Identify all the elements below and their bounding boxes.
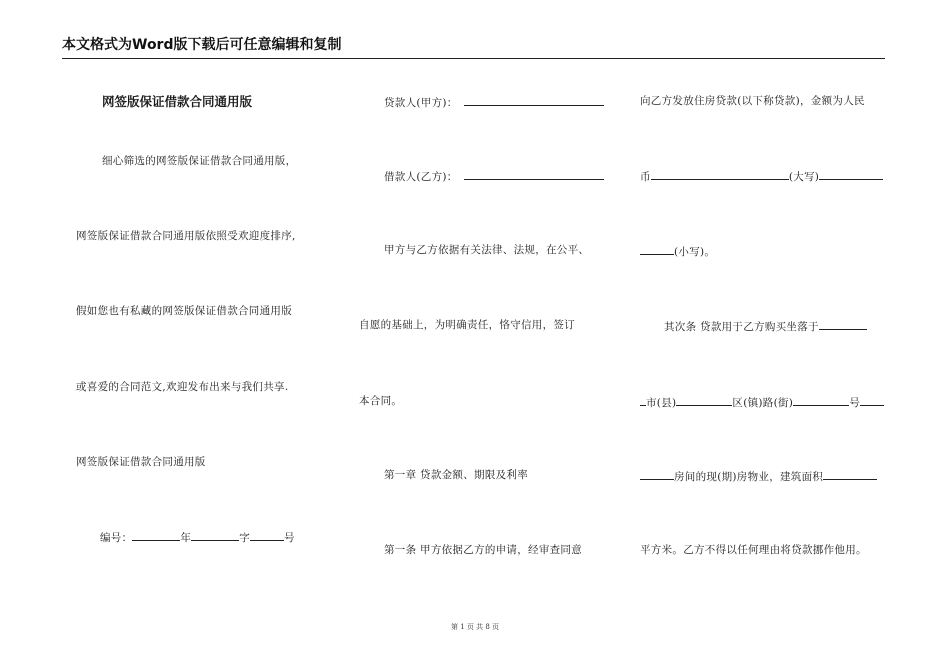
page-footer xyxy=(0,622,950,632)
borrower-label: 借款人(乙方)： xyxy=(384,171,458,183)
article-2-text: 其次条 贷款用于乙方购买坐落于 xyxy=(664,321,819,333)
area-blank xyxy=(823,468,877,480)
article-1-line-2: 向乙方发放住房贷款(以下称贷款)，金额为人民 xyxy=(640,95,865,107)
intro-line-3: 假如您也有私藏的网签版保证借款合同通用版 xyxy=(76,305,292,317)
document-header xyxy=(62,36,885,59)
number-blank-2 xyxy=(191,529,239,541)
contract-name-line: 网签版保证借款合同通用版 xyxy=(76,456,206,468)
intro-line-1: 细心筛选的网签版保证借款合同通用版， xyxy=(102,155,297,167)
address-blank-3 xyxy=(793,394,849,406)
address-blank-4 xyxy=(860,394,884,406)
header-text: 本文格式为Word版下载后可任意编辑和复制 xyxy=(62,37,342,53)
contract-number-line xyxy=(100,529,295,545)
address-line xyxy=(640,394,884,410)
area-usage-line: 平方米。乙方不得以任何理由将贷款挪作他用。 xyxy=(640,544,867,556)
property-text: 房间的现(期)房物业，建筑面积 xyxy=(674,471,824,483)
preamble-line-3: 本合同。 xyxy=(359,395,403,407)
amount-lower-line xyxy=(640,243,715,259)
lower-case-label: (小写)。 xyxy=(674,246,716,258)
currency-label: 币 xyxy=(640,171,651,183)
amount-upper-blank xyxy=(651,168,789,180)
number-blank-3 xyxy=(250,529,284,541)
amount-upper-line xyxy=(640,168,883,184)
page-number: 第 1 页 共 8 页 xyxy=(450,623,500,631)
zi-label: 字 xyxy=(239,532,251,544)
upper-case-label: (大写) xyxy=(788,171,820,183)
intro-line-4: 或喜爱的合同范文,欢迎发布出来与我们共享. xyxy=(76,381,289,393)
article-2-line-1 xyxy=(664,318,867,334)
amount-lower-blank xyxy=(640,243,674,255)
intro-line-2: 网签版保证借款合同通用版依照受欢迎度排序, xyxy=(76,230,296,242)
article-1-line: 第一条 甲方依据乙方的申请，经审查同意 xyxy=(384,544,583,556)
number-blank-1 xyxy=(132,529,180,541)
preamble-line-2: 自愿的基础上，为明确责任，恪守信用，签订 xyxy=(359,319,575,331)
year-label: 年 xyxy=(180,532,192,544)
lender-blank xyxy=(464,94,604,106)
address-no-label: 号 xyxy=(849,397,861,409)
hao-label: 号 xyxy=(284,532,295,544)
chapter-1-heading: 第一章 贷款金额、期限及利率 xyxy=(384,469,529,481)
location-blank xyxy=(819,318,867,330)
amount-upper-blank-2 xyxy=(819,168,883,180)
document-title: 网签版保证借款合同通用版 xyxy=(102,94,253,109)
borrower-line xyxy=(384,168,604,184)
district-label: 区(镇)路(街) xyxy=(732,397,794,409)
address-blank-2 xyxy=(676,394,732,406)
lender-line xyxy=(384,94,604,110)
property-line xyxy=(640,468,877,484)
preamble-line-1: 甲方与乙方依据有关法律、法规，在公平、 xyxy=(384,244,590,256)
lender-label: 贷款人(甲方)： xyxy=(384,97,458,109)
borrower-blank xyxy=(464,168,604,180)
city-label: 市(县) xyxy=(646,397,677,409)
room-blank xyxy=(640,468,674,480)
number-label: 编号： xyxy=(100,532,133,544)
